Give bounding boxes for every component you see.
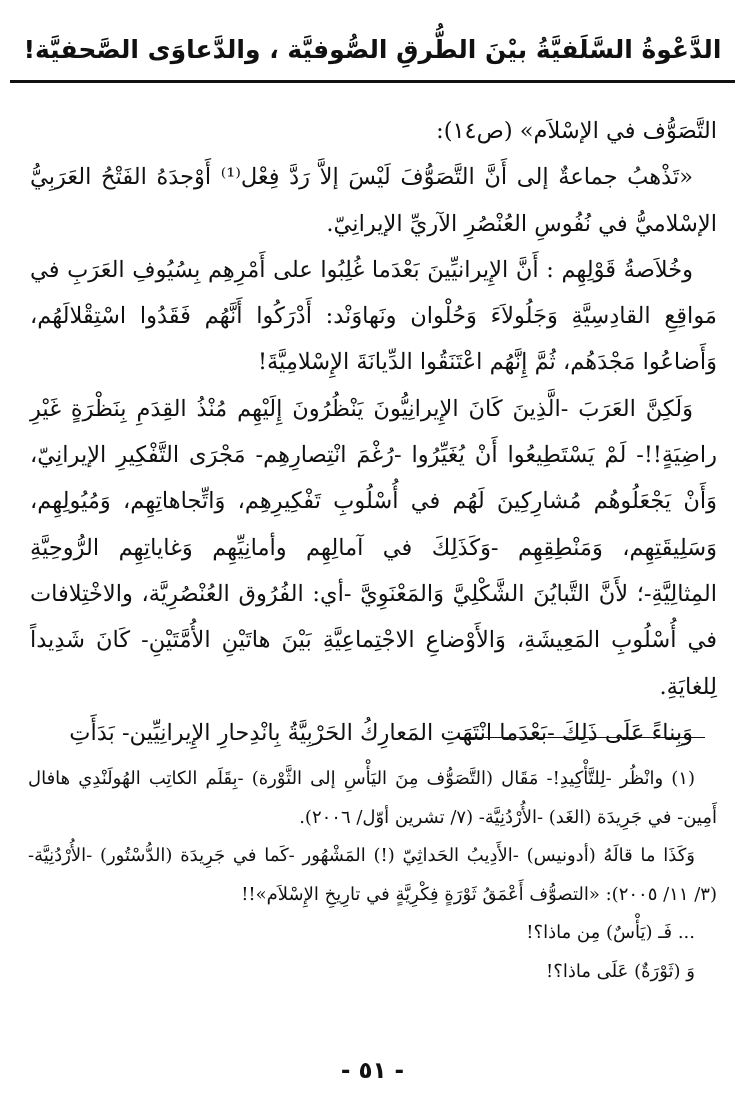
- footnote-rule: [457, 737, 705, 738]
- body-paragraph-5: وَبِناءً عَلَى ذَلِكَ -بَعْدَما انْتَهَتِ المَعارِكُ الحَرْبِيَّةُ بِانْدِحارِ الإِيرانِيِّين- بَدَأَتِ: [69, 719, 693, 746]
- page-number: - ٥١ -: [340, 1058, 405, 1084]
- body-paragraph-2: «تَذْهبُ جماعةٌ إلى أَنَّ التَّصَوُّفَ لَيْسَ إلاَّ رَدَّ فِعْل⁽¹⁾ أَوْجدَهُ الفَتْحُ العَرَبِيُّ الإسْلاميُّ في نُفُوسِ العُنْصُرِ الآريِّ الإيرانِيّ.: [30, 164, 717, 237]
- body-paragraph-1: التَّصَوُّف في الإسْلاَم» (ص١٤):: [436, 118, 717, 144]
- body-paragraph-4: وَلَكِنَّ العَرَبَ -الَّذِينَ كَانَ الإِيرانِيُّونَ يَنْظُرُونَ إِلَيْهِم مُنْذُ القِدَمِ بِنَظْرَةٍ غَيْرِ راضِيَةٍ!!- لَمْ يَسْتَطِيعُوا أَنْ يُغَيِّرُوا -رُغْمَ انْتِصارِهِم- مَجْرَى التَّفْكِيرِ الإيرانِيّ، وَأَنْ يَجْعَلُوهُم مُشارِكِينَ لَهُم في أُسْلُوبِ تَفْكِيرِهِم، وَاتِّجاهاتِهِم، وَمُيُولِهِم، وَسَلِيقَتِهِم، وَمَنْطِقِهِم -وَكَذَلِكَ في آمالِهِم وأمانِيِّهِم وَغاياتِهِم الرُّوحِيَّةِ المِثالِيَّةِ-؛ لأَنَّ التَّبايُنَ الشَّكْلِيَّ وَالمَعْنَوِيَّ -أي: الفُرُوق العُنْصُرِيَّة، والاخْتِلافات في أُسْلُوبِ المَعِيشَةِ، وَالأَوْضاعِ الاجْتِماعِيَّةِ بَيْنَ هاتَيْنِ الأُمَّتَيْنِ- كَانَ شَدِيداً لِلغايَةِ.: [30, 395, 717, 700]
- footnote-1: (١) وانْظُر -لِلتَّأْكِيدِ!- مَقَال (التَّصَوُّف مِنَ اليَأْسِ إلى الثَّوْرة) -بِقَلَم الكاتِب الهُولَنْدِي هافال أَمِين- في جَرِيدَة (الغَد) -الأُرْدُنِيَّة- (٧/ تشرين أوّل/ ٢٠٠٦).: [28, 768, 717, 828]
- header-rule: [10, 80, 735, 83]
- footnote-question-1: ... فَـ (يَأْسٌ) مِن ماذا؟!: [526, 922, 695, 943]
- footnote-1-continued: وَكَذَا ما قالَهُ (أدونيس) -الأَدِيبُ الحَداثِيّ (!) المَشْهُور -كَما في جَرِيدَة (الدُّسْتُور) -الأُرْدُنِيَّة- (٣/ ١١/ ٢٠٠٥): «التصوُّف أَعْمَقُ ثَوْرَةٍ فِكْرِيَّةٍ في تارِيخِ الإِسْلاَم»!!: [28, 845, 717, 905]
- main-text: [30, 108, 717, 756]
- footnotes: [28, 760, 717, 991]
- body-paragraph-3: وخُلاَصةُ قَوْلِهِم : أَنَّ الإِيرانيِّينَ بَعْدَما غُلِبُوا على أَمْرِهِم بِسُيُوفِ العَرَبِ في مَواقِعِ القادِسِيَّةِ وَجَلُولاَءَ وَحُلْوان ونَهاوَنْد: أَدْرَكُوا أَنَّهُم فَقَدُوا اسْتِقْلالَهُم، وَأَضاعُوا مَجْدَهُم، ثُمَّ إِنَّهُم اعْتَنَقُوا الدِّيانَةَ الإِسْلامِيَّةَ!: [30, 256, 717, 376]
- footnote-question-2: وَ (ثَوْرَةٌ) عَلَى ماذا؟!: [546, 960, 695, 982]
- running-title: الدَّعْوةُ السَّلَفيَّةُ بيْنَ الطُّرقِ الصُّوفيَّة ، والدَّعاوَى الصَّحفيَّة!: [23, 35, 722, 64]
